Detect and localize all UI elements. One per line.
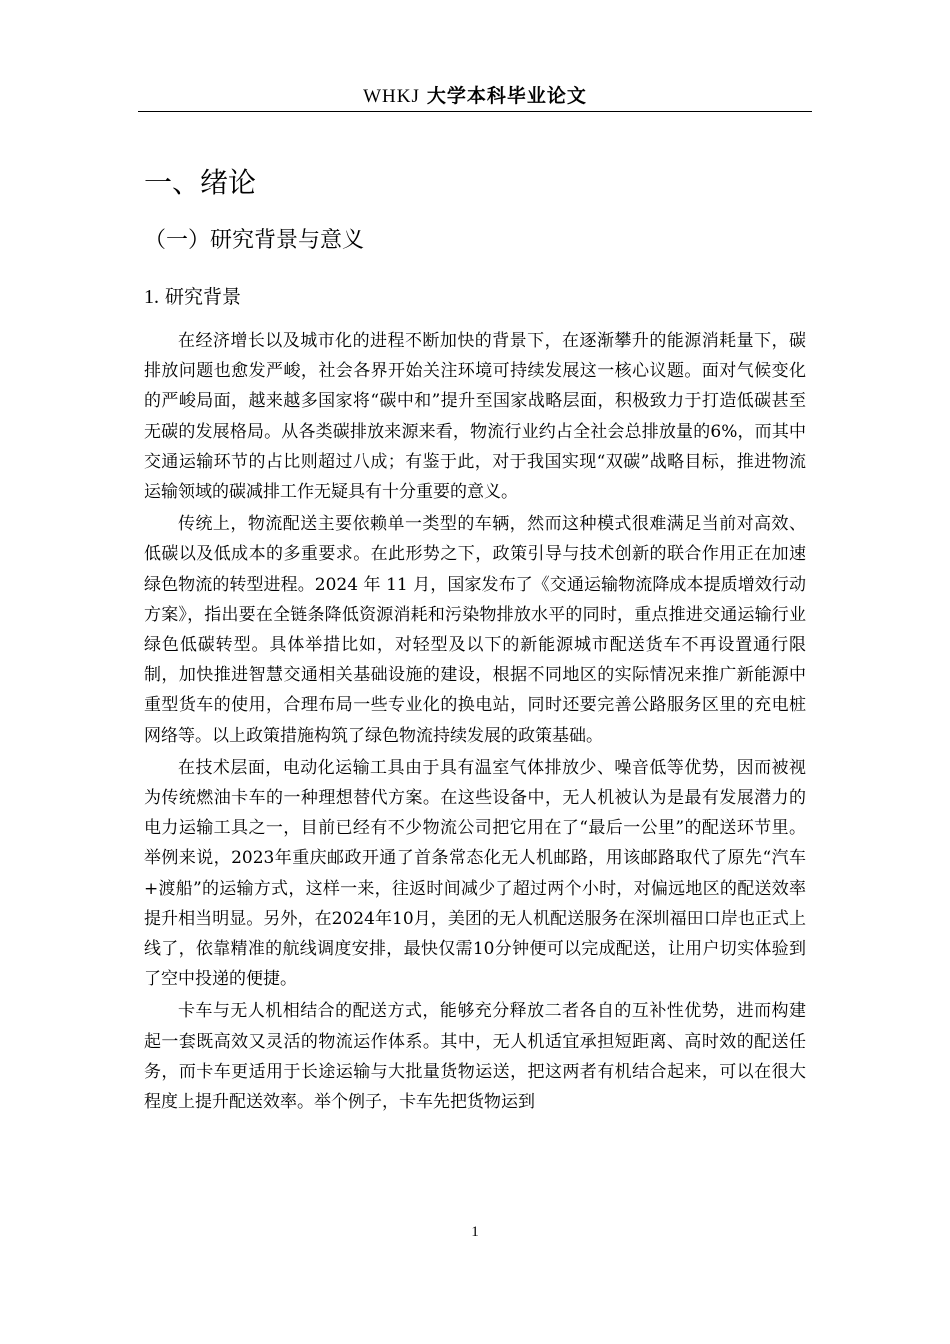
paragraph: 在经济增长以及城市化的进程不断加快的背景下，在逐渐攀升的能源消耗量下，碳排放问题也愈发严峻，社会各界开始关注环境可持续发展这一核心议题。面对气候变化的严峻局面，越来越多国家将“碳中和”提升至国家战略层面，积极致力于打造低碳甚至无碳的发展格局。从各类碳排放来源来看，物流行业约占全社会总排放量的6%，而其中交通运输环节的占比则超过八成；有鉴于此，对于我国实现“双碳”战略目标，推进物流运输领域的碳减排工作无疑具有十分重要的意义。 [144,331,806,503]
subsection-heading [144,282,241,312]
subsection-title: 研究背景 [165,286,242,308]
chapter-heading: 一、绪论 [144,166,257,199]
running-header [138,82,812,111]
paragraph: 在技术层面，电动化运输工具由于具有温室气体排放少、噪音低等优势，因而被视为传统燃油卡车的一种理想替代方案。在这些设备中，无人机被认为是最有发展潜力的电力运输工具之一，目前已经有不少物流公司把它用在了“最后一公里”的配送环节里。举例来说，2023年重庆邮政开通了首条常态化无人机邮路，用该邮路取代了原先“汽车+渡船”的运输方式，这样一来，往返时间减少了超过两个小时，对偏远地区的配送效率提升相当明显。另外，在2024年10月，美团的无人机配送服务在深圳福田口岸也正式上线了，依靠精准的航线调度安排，最快仅需10分钟便可以完成配送，让用户切实体验到了空中投递的便捷。 [144,757,806,990]
paragraph: 卡车与无人机相结合的配送方式，能够充分释放二者各自的互补性优势，进而构建起一套既高效又灵活的物流运作体系。其中，无人机适宜承担短距离、高时效的配送任务，而卡车更适用于长途运输与大批量货物运送，把这两者有机结合起来，可以在很大程度上提升配送效率。举个例子，卡车先把货物运到 [144,1001,806,1113]
paragraph: 传统上，物流配送主要依赖单一类型的车辆，然而这种模式很难满足当前对高效、低碳以及低成本的多重要求。在此形势之下，政策引导与技术创新的联合作用正在加速绿色物流的转型进程。2024 年 11 月，国家发布了《交通运输物流降成本提质增效行动方案》，指出要在全链条降低资源消耗和污染物排放水平的同时，重点推进交通运输行业绿色低碳转型。具体举措比如，对轻型及以下的新能源城市配送货车不再设置通行限制，加快推进智慧交通相关基础设施的建设，根据不同地区的实际情况来推广新能源中重型货车的使用，合理布局一些专业化的换电站，同时还要完善公路服务区里的充电桩网络等。以上政策措施构筑了绿色物流持续发展的政策基础。 [144,514,806,746]
page-number: 1 [471,1224,479,1240]
header-thesis-type: 大学本科毕业论文 [426,85,587,107]
header-institution: WHKJ [363,86,420,107]
body-text [144,326,806,1119]
subsection-number: 1. [144,286,159,308]
header-divider [138,111,812,112]
section-heading: （一）研究背景与意义 [144,228,365,253]
